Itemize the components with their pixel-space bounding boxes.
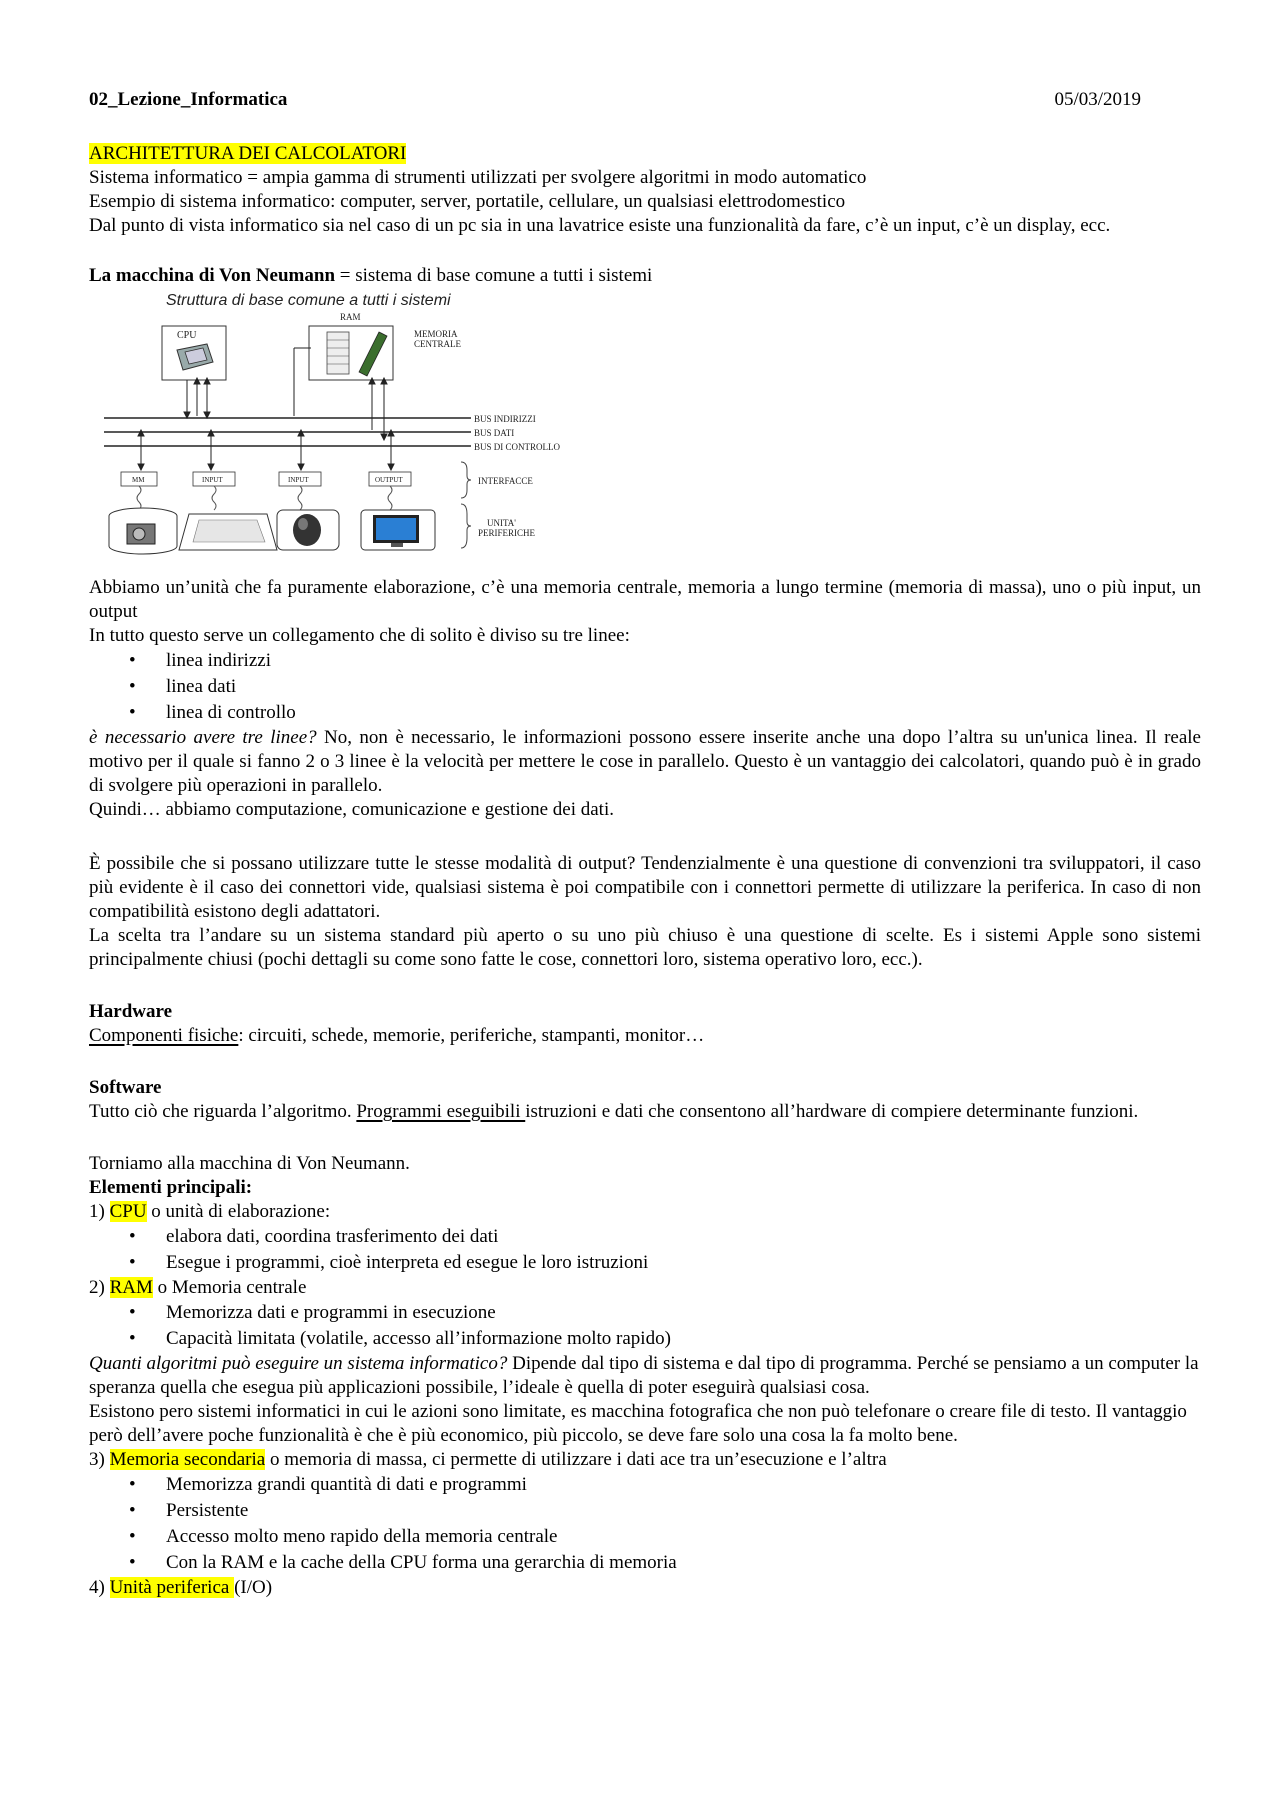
list-item: • Persistente (89, 1498, 1201, 1524)
element-ram-number: 2) (89, 1277, 110, 1298)
von-neumann-title (89, 264, 1201, 288)
element-ram-highlight: RAM (109, 1277, 153, 1298)
paragraph-quanti-algoritmi (89, 1352, 1201, 1400)
list-item: • Memorizza dati e programmi in esecuzione (89, 1300, 1201, 1326)
device-connectors (137, 486, 392, 510)
element-memoria-highlight: Memoria secondaria (109, 1449, 266, 1470)
unita-label-1: UNITA' (487, 518, 516, 528)
mouse-icon (277, 510, 339, 550)
list-item: • linea di controllo (89, 700, 1201, 726)
document-page (89, 88, 1201, 1600)
paragraph-quindi: Quindi… abbiamo computazione, comunicazione e gestione dei dati. (89, 799, 614, 820)
paragraph-scelta: La scelta tra l’andare su un sistema standard più aperto o su uno più chiuso è una questione di scelte. Es i sistemi Apple sono sistemi principalmente chiusi (pochi dettagli su come sono fatte le cose, connettori loro, sistema operativo loro, ecc.). (89, 925, 1201, 970)
ram-label: RAM (340, 312, 361, 322)
mm-interface-label: MM (132, 476, 145, 484)
element-unita-highlight: Unità periferica (109, 1577, 235, 1598)
software-rest: istruzioni e dati che consentono all’hardware di compiere determinante funzioni. (525, 1101, 1139, 1122)
output-interface-label: OUTPUT (375, 476, 403, 484)
question-quanti-algoritmi: Quanti algoritmi può eseguire un sistema informatico? (89, 1353, 508, 1374)
memoria-secondaria-list (89, 1472, 1201, 1576)
element-cpu-highlight: CPU (109, 1201, 147, 1222)
monitor-icon (361, 510, 435, 550)
paragraph-collegamento: In tutto questo serve un collegamento che di solito è diviso su tre linee: (89, 625, 630, 646)
bus-controllo-label: BUS DI CONTROLLO (474, 442, 561, 452)
list-item: • Accesso molto meno rapido della memoria centrale (89, 1524, 1201, 1550)
document-date: 05/03/2019 (1054, 89, 1141, 110)
unita-label-2: PERIFERICHE (478, 528, 536, 538)
bottom-arrows (138, 430, 394, 470)
element-memoria-number: 3) (89, 1449, 110, 1470)
element-unita-rest: (I/O) (234, 1577, 273, 1598)
input1-interface-label: INPUT (202, 476, 223, 484)
document-title: 02_Lezione_Informatica (89, 89, 288, 110)
von-neumann-title-rest: = sistema di base comune a tutti i sistemi (335, 265, 653, 286)
element-unita-number: 4) (89, 1577, 110, 1598)
answer-quanti-algoritmi: Dipende dal tipo di sistema e dal tipo di programma. Perché se pensiamo a un computer la speranza quella che esegua più applicazioni possibile, l’ideale è quella di poter eseguirà qualsiasi cosa. (89, 1353, 1199, 1398)
list-item: • linea indirizzi (89, 648, 1201, 674)
bus-indirizzi-label: BUS INDIRIZZI (474, 414, 536, 424)
hardware-underlined: Componenti fisiche (89, 1025, 239, 1046)
ram-list (89, 1300, 1201, 1352)
interfacce-label: INTERFACCE (478, 476, 533, 486)
question-tre-linee: è necessario avere tre linee? (89, 727, 317, 748)
bus-lines-list (89, 648, 1201, 726)
paragraph-punto-di-vista: Dal punto di vista informatico sia nel caso di un pc sia in una lavatrice esiste una funzionalità da fare, c’è un input, c’è un display, ecc. (89, 215, 1111, 236)
memoria-centrale-label-2: CENTRALE (414, 339, 461, 349)
list-item: • Esegue i programmi, cioè interpreta ed esegue le loro istruzioni (89, 1250, 1201, 1276)
element-cpu (89, 1200, 1201, 1224)
keyboard-icon (179, 514, 277, 550)
hardware-heading: Hardware (89, 1001, 173, 1022)
software-heading: Software (89, 1077, 162, 1098)
von-neumann-title-bold: La macchina di Von Neumann (89, 265, 336, 286)
software-definition (89, 1100, 1201, 1124)
element-cpu-rest: o unità di elaborazione: (146, 1201, 331, 1222)
list-item: • Con la RAM e la cache della CPU forma una gerarchia di memoria (89, 1550, 1201, 1576)
paragraph-esistono: Esistono pero sistemi informatici in cui le azioni sono limitate, es macchina fotografica che non può telefonare o creare file di testo. Il vantaggio però dell’avere poche funzionalità è che è più economico, più piccolo, se deve fare solo una cosa la fa molto bene. (89, 1401, 1187, 1446)
paragraph-abbiamo: Abbiamo un’unità che fa puramente elaborazione, c’è una memoria centrale, memoria a lungo termine (memoria di massa), uno o più input, un output (89, 577, 1201, 622)
diagram-caption: Struttura di base comune a tutti i sistemi (166, 292, 451, 309)
list-item: • Capacità limitata (volatile, accesso all’informazione molto rapido) (89, 1326, 1201, 1352)
list-item: • elabora dati, coordina trasferimento dei dati (89, 1224, 1201, 1250)
paragraph-output: È possibile che si possano utilizzare tutte le stesse modalità di output? Tendenzialmente è una questione di convenzioni tra sviluppatori, il caso più evidente è il caso dei connettori vide, qualsiasi sistema è poi compatibile con i connettori permette di utilizzare la periferica. In caso di non compatibilità esistono degli adattatori. (89, 853, 1201, 922)
paragraph-tre-linee (89, 726, 1201, 798)
paragraph-esempio: Esempio di sistema informatico: computer, server, portatile, cellulare, un qualsiasi elettrodomestico (89, 191, 846, 212)
elements-heading: Elementi principali: (89, 1177, 253, 1198)
hard-disk-icon (109, 508, 177, 554)
bus-dati-label: BUS DATI (474, 428, 515, 438)
element-ram-rest: o Memoria centrale (152, 1277, 307, 1298)
interfacce-brace (461, 462, 471, 498)
element-ram (89, 1276, 1201, 1300)
memoria-centrale-label-1: MEMORIA (414, 329, 458, 339)
cpu-list (89, 1224, 1201, 1276)
element-unita-periferica (89, 1576, 1201, 1600)
hardware-rest: : circuiti, schede, memorie, periferiche, stampanti, monitor… (238, 1025, 705, 1046)
bus-lines (104, 418, 471, 446)
list-item: • linea dati (89, 674, 1201, 700)
ram-table-icon (327, 332, 349, 374)
section-heading-architettura: ARCHITETTURA DEI CALCOLATORI (89, 143, 407, 164)
list-item: • Memorizza grandi quantità di dati e programmi (89, 1472, 1201, 1498)
answer-tre-linee: No, non è necessario, le informazioni possono essere inserite anche una dopo l’altra su un'unica linea. Il reale motivo per il quale si fanno 2 o 3 linee è la velocità per mettere le cose in parallelo. Questo è un vantaggio dei calcolatori, quando può è in grado di svolgere più operazioni in parallelo. (89, 727, 1201, 796)
software-underlined: Programmi eseguibili (356, 1101, 526, 1122)
element-memoria-rest: o memoria di massa, ci permette di utilizzare i dati ace tra un’esecuzione e l’altra (265, 1449, 887, 1470)
document-header (89, 88, 1141, 112)
von-neumann-diagram (89, 288, 629, 576)
periferiche-brace (461, 504, 471, 548)
paragraph-torniamo: Torniamo alla macchina di Von Neumann. (89, 1153, 410, 1174)
input2-interface-label: INPUT (288, 476, 309, 484)
element-memoria-secondaria (89, 1448, 1201, 1472)
element-cpu-number: 1) (89, 1201, 110, 1222)
hardware-definition (89, 1024, 1201, 1048)
cpu-label: CPU (177, 330, 197, 341)
software-pre: Tutto ciò che riguarda l’algoritmo. (89, 1101, 357, 1122)
paragraph-sistema-informatico: Sistema informatico = ampia gamma di strumenti utilizzati per svolgere algoritmi in modo automatico (89, 167, 867, 188)
